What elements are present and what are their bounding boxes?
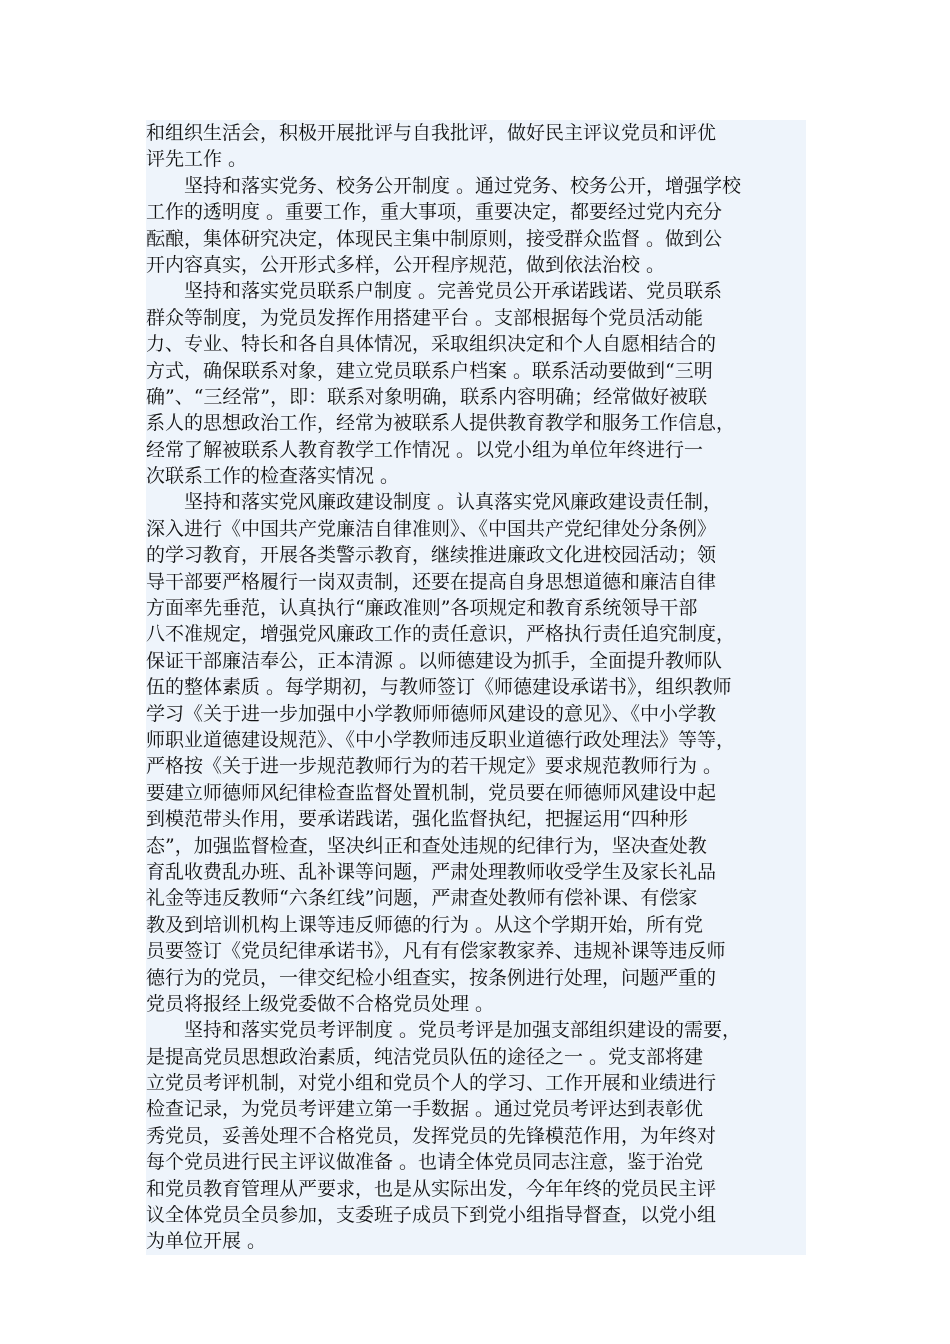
text-line: 方面率先垂范，认真执行“廉政准则”各项规定和教育系统领导干部 bbox=[146, 595, 806, 621]
paragraph bbox=[146, 489, 806, 1017]
text-line: 八不准规定，增强党风廉政工作的责任意识，严格执行责任追究制度， bbox=[146, 621, 806, 647]
text-line: 议全体党员全员参加，支委班子成员下到党小组指导督查，以党小组 bbox=[146, 1202, 806, 1228]
paragraph bbox=[146, 120, 806, 173]
text-line: 深入进行《中国共产党廉洁自律准则》、《中国共产党纪律处分条例》 bbox=[146, 516, 806, 542]
text-line: 导干部要严格履行一岗双责制，还要在提高自身思想道德和廉洁自律 bbox=[146, 569, 806, 595]
text-line: 力、专业、特长和各自具体情况，采取组织决定和个人自愿相结合的 bbox=[146, 331, 806, 357]
text-line: 保证干部廉洁奉公，正本清源 。以师德建设为抓手，全面提升教师队 bbox=[146, 648, 806, 674]
text-line: 学习《关于进一步加强中小学教师师德师风建设的意见》、《中小学教 bbox=[146, 701, 806, 727]
text-line: 态”，加强监督检查，坚决纠正和查处违规的纪律行为，坚决查处教 bbox=[146, 833, 806, 859]
paragraph bbox=[146, 173, 806, 279]
text-line: 工作的透明度 。重要工作，重大事项，重要决定，都要经过党内充分 bbox=[146, 199, 806, 225]
text-line: 和党员教育管理从严要求，也是从实际出发，今年年终的党员民主评 bbox=[146, 1176, 806, 1202]
text-line: 检查记录，为党员考评建立第一手数据 。通过党员考评达到表彰优 bbox=[146, 1096, 806, 1122]
text-line: 次联系工作的检查落实情况 。 bbox=[146, 463, 806, 489]
text-line: 伍的整体素质 。每学期初，与教师签订《师德建设承诺书》，组织教师 bbox=[146, 674, 806, 700]
text-line: 确”、“三经常”，即：联系对象明确，联系内容明确；经常做好被联 bbox=[146, 384, 806, 410]
text-line: 德行为的党员，一律交纪检小组查实，按条例进行处理，问题严重的 bbox=[146, 965, 806, 991]
text-line: 教及到培训机构上课等违反师德的行为 。从这个学期开始，所有党 bbox=[146, 912, 806, 938]
text-line: 方式，确保联系对象，建立党员联系户档案 。联系活动要做到“三明 bbox=[146, 358, 806, 384]
text-line: 群众等制度，为党员发挥作用搭建平台 。支部根据每个党员活动能 bbox=[146, 305, 806, 331]
text-line: 评先工作 。 bbox=[146, 146, 806, 172]
text-line: 经常了解被联系人教育教学工作情况 。以党小组为单位年终进行一 bbox=[146, 437, 806, 463]
text-line: 坚持和落实党员联系户制度 。完善党员公开承诺践诺、党员联系 bbox=[146, 278, 806, 304]
text-line: 开内容真实，公开形式多样，公开程序规范，做到依法治校 。 bbox=[146, 252, 806, 278]
document-body bbox=[146, 120, 806, 1255]
text-line: 立党员考评机制，对党小组和党员个人的学习、工作开展和业绩进行 bbox=[146, 1070, 806, 1096]
text-line: 是提高党员思想政治素质，纯洁党员队伍的途径之一 。党支部将建 bbox=[146, 1044, 806, 1070]
text-line: 为单位开展 。 bbox=[146, 1228, 806, 1254]
text-line: 到模范带头作用，要承诺践诺，强化监督执纪，把握运用“四种形 bbox=[146, 806, 806, 832]
text-line: 酝酿，集体研究决定，体现民主集中制原则，接受群众监督 。做到公 bbox=[146, 226, 806, 252]
text-line: 礼金等违反教师“六条红线”问题，严肃查处教师有偿补课、有偿家 bbox=[146, 885, 806, 911]
text-line: 坚持和落实党风廉政建设制度 。认真落实党风廉政建设责任制， bbox=[146, 489, 806, 515]
text-line: 每个党员进行民主评议做准备 。也请全体党员同志注意，鉴于治党 bbox=[146, 1149, 806, 1175]
text-line: 和组织生活会，积极开展批评与自我批评，做好民主评议党员和评优 bbox=[146, 120, 806, 146]
paragraph bbox=[146, 1017, 806, 1255]
text-line: 系人的思想政治工作，经常为被联系人提供教育教学和服务工作信息， bbox=[146, 410, 806, 436]
text-line: 坚持和落实党务、校务公开制度 。通过党务、校务公开，增强学校 bbox=[146, 173, 806, 199]
text-line: 秀党员，妥善处理不合格党员，发挥党员的先锋模范作用，为年终对 bbox=[146, 1123, 806, 1149]
text-line: 要建立师德师风纪律检查监督处置机制，党员要在师德师风建设中起 bbox=[146, 780, 806, 806]
text-line: 员要签订《党员纪律承诺书》，凡有有偿家教家养、违规补课等违反师 bbox=[146, 938, 806, 964]
paragraph bbox=[146, 278, 806, 489]
text-line: 师职业道德建设规范》、《中小学教师违反职业道德行政处理法》等等， bbox=[146, 727, 806, 753]
text-line: 党员将报经上级党委做不合格党员处理 。 bbox=[146, 991, 806, 1017]
text-line: 的学习教育，开展各类警示教育，继续推进廉政文化进校园活动；领 bbox=[146, 542, 806, 568]
text-line: 育乱收费乱办班、乱补课等问题，严肃处理教师收受学生及家长礼品 bbox=[146, 859, 806, 885]
text-line: 坚持和落实党员考评制度 。党员考评是加强支部组织建设的需要， bbox=[146, 1017, 806, 1043]
text-line: 严格按《关于进一步规范教师行为的若干规定》要求规范教师行为 。 bbox=[146, 753, 806, 779]
